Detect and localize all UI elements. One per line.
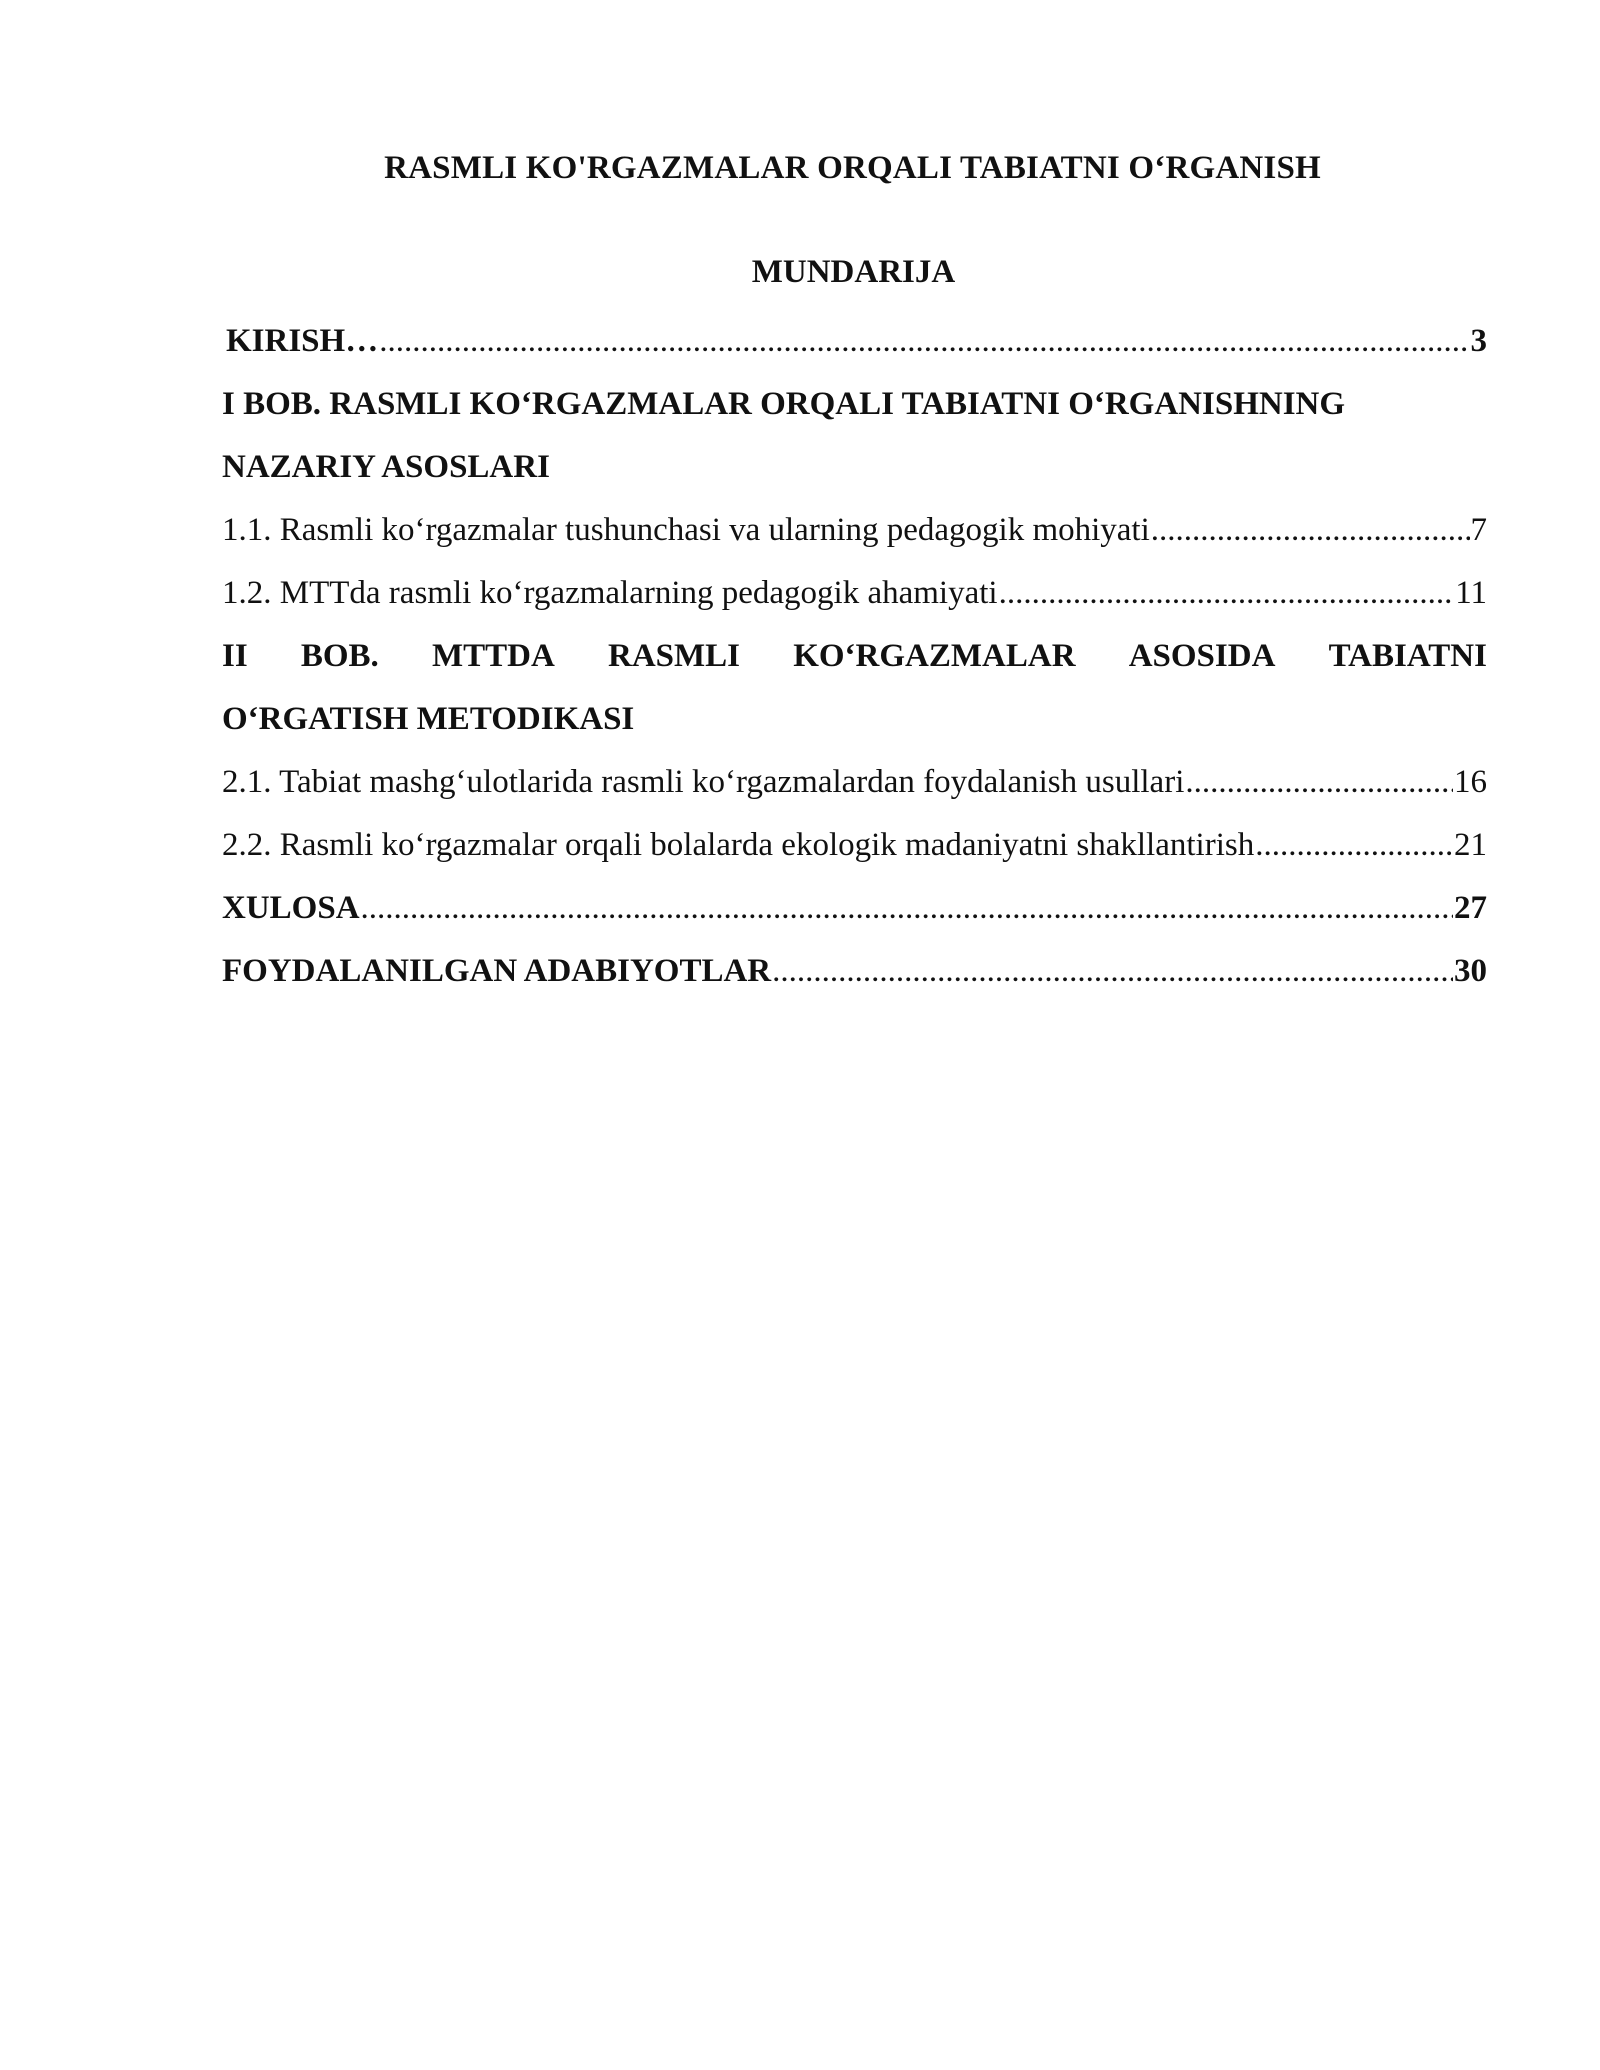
dot-leader (379, 323, 1469, 360)
toc-entry-2-2 (222, 814, 1487, 877)
dot-leader (1185, 764, 1453, 801)
dot-leader (361, 890, 1453, 927)
chapter-2-word: MTTDA (431, 638, 555, 674)
toc-entry-1-1 (222, 499, 1487, 562)
table-of-contents (222, 310, 1487, 1003)
toc-heading: MUNDARIJA (751, 254, 956, 290)
chapter-2-word: BOB. (300, 638, 379, 674)
dot-leader (1151, 512, 1470, 549)
chapter-2-word: ASOSIDA (1128, 638, 1276, 674)
toc-entry-label: 2.1. Tabiat mashg‘ulotlarida rasmli ko‘rgazmalardan foydalanish usullari (222, 764, 1185, 800)
toc-entry-label: 2.2. Rasmli ko‘rgazmalar orqali bolalarda ekologik madaniyatni shakllantirish (222, 827, 1255, 863)
toc-entry-label: KIRISH… (226, 323, 379, 359)
toc-entry-kirish (222, 310, 1487, 373)
dot-leader (772, 953, 1453, 990)
toc-chapter-2-line-1 (222, 625, 1487, 688)
toc-entry-1-2 (222, 562, 1487, 625)
dot-leader (999, 575, 1455, 612)
toc-entry-label: 1.1. Rasmli ko‘rgazmalar tushunchasi va ularning pedagogik mohiyati (222, 512, 1150, 548)
toc-entry-label: FOYDALANILGAN ADABIYOTLAR (222, 953, 772, 989)
toc-chapter-1-line-2: NAZARIY ASOSLARI (222, 449, 550, 485)
toc-page-number: 11 (1455, 575, 1487, 611)
toc-page-number: 27 (1454, 890, 1487, 926)
toc-entry-label: 1.2. MTTda rasmli ko‘rgazmalarning pedagogik ahamiyati (222, 575, 998, 611)
chapter-2-word: RASMLI (608, 638, 741, 674)
chapter-2-word: TABIATNI (1328, 638, 1487, 674)
dot-leader (1255, 827, 1453, 864)
document-title: RASMLI KO'RGAZMALAR ORQALI TABIATNI O‘RGANISH (384, 150, 1321, 186)
toc-page-number: 16 (1454, 764, 1487, 800)
toc-entry-xulosa (222, 877, 1487, 940)
toc-chapter-2-line-2: O‘RGATISH METODIKASI (222, 701, 635, 737)
toc-chapter-1-line-1: I BOB. RASMLI KO‘RGAZMALAR ORQALI TABIATNI O‘RGANISHNING (222, 386, 1346, 422)
toc-page-number: 21 (1454, 827, 1487, 863)
toc-entry-2-1 (222, 751, 1487, 814)
toc-entry-adabiyotlar (222, 940, 1487, 1003)
toc-page-number: 30 (1454, 953, 1487, 989)
toc-page-number: 7 (1470, 512, 1487, 548)
toc-entry-label: XULOSA (222, 890, 360, 926)
chapter-2-word: II (222, 638, 248, 674)
chapter-2-word: KO‘RGAZMALAR (793, 638, 1076, 674)
toc-page-number: 3 (1470, 323, 1487, 359)
